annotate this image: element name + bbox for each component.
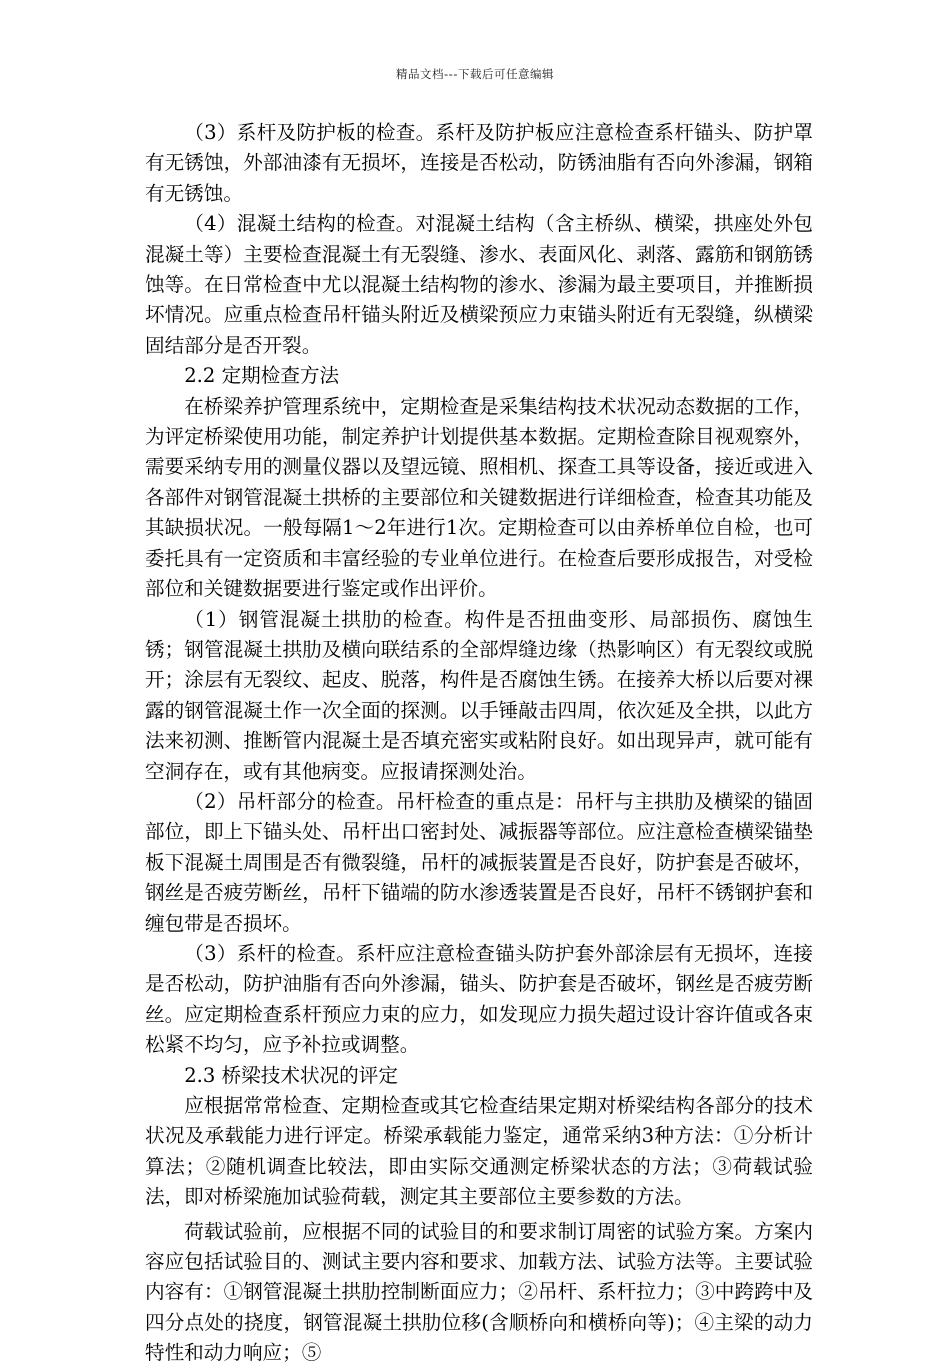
page-header: 精品文档---下载后可任意编辑 bbox=[396, 67, 554, 81]
section-heading-technical-condition: 2.3 桥梁技术状况的评定 bbox=[184, 1063, 398, 1087]
paragraph-periodic-inspection: 在桥梁养护管理系统中，定期检查是采集结构技术状况动态数据的工作，为评定桥梁使用功能，制定养护计划提供基本数据。定期检查除目视观察外，需要采纳专用的测量仪器以及望远镜、照相机、探查工具等设备，接近或进入各部件对钢管混凝土拱桥的主要部位和关键数据进行详细检查，检查其功能及其缺损状况。一般每隔1～2年进行1次。定期检查可以由养桥单位自检，也可委托具有一定资质和丰富经验的专业单位进行。在检查后要形成报告，对受检部位和关键数据要进行鉴定或作出评价。 bbox=[145, 394, 813, 601]
paragraph-concrete-structure: （4）混凝土结构的检查。对混凝土结构（含主桥纵、横梁，拱座处外包混凝土等）主要检查混凝土有无裂缝、渗水、表面风化、剥落、露筋和钢筋锈蚀等。在日常检查中尤以混凝土结构物的渗水、渗漏为最主要项目，并推断损坏情况。应重点检查吊杆锚头附近及横梁预应力束锚头附近有无裂缝，纵横梁固结部分是否开裂。 bbox=[145, 212, 813, 357]
paragraph-hanger-inspection: （2）吊杆部分的检查。吊杆检查的重点是：吊杆与主拱肋及横梁的锚固部位，即上下锚头处、吊杆出口密封处、减振器等部位。应注意检查横梁锚垫板下混凝土周围是否有微裂缝，吊杆的减振装置是否良好，防护套是否破坏，钢丝是否疲劳断丝，吊杆下锚端的防水渗透装置是否良好，吊杆不锈钢护套和缠包带是否损坏。 bbox=[145, 789, 813, 935]
paragraph-load-test: 荷载试验前，应根据不同的试验目的和要求制订周密的试验方案。方案内容应包括试验目的、测试主要内容和要求、加载方法、试验方法等。主要试验内容有：①钢管混凝土拱肋控制断面应力；②吊杆、系杆拉力；③中跨跨中及四分点处的挠度，钢管混凝土拱肋位移(含顺桥向和横桥向等)；④主梁的动力特性和动力响应；⑤ bbox=[145, 1219, 813, 1365]
section-heading-periodic-inspection: 2.2 定期检查方法 bbox=[184, 364, 340, 388]
paragraph-tie-rod-protective-plate: （3）系杆及防护板的检查。系杆及防护板应注意检查系杆锚头、防护罩有无锈蚀，外部油漆有无损坏，连接是否松动，防锈油脂有否向外渗漏，钢箱有无锈蚀。 bbox=[145, 121, 813, 205]
paragraph-arch-rib-inspection: （1）钢管混凝土拱肋的检查。构件是否扭曲变形、局部损伤、腐蚀生锈；钢管混凝土拱肋及横向联结系的全部焊缝边缘（热影响区）有无裂纹或脱开；涂层有无裂纹、起皮、脱落，构件是否腐蚀生锈。在接养大桥以后要对裸露的钢管混凝土作一次全面的探测。以手锤敲击四周，依次延及全拱，以此方法来初测、推断管内混凝土是否填充密实或粘附良好。如出现异声，就可能有空洞存在，或有其他病变。应报请探测处治。 bbox=[145, 607, 813, 783]
document-body bbox=[145, 118, 813, 1369]
paragraph-condition-evaluation: 应根据常常检查、定期检查或其它检查结果定期对桥梁结构各部分的技术状况及承载能力进行评定。桥梁承载能力鉴定，通常采纳3种方法：①分析计算法；②随机调查比较法，即由实际交通测定桥梁状态的方法；③荷载试验法，即对桥梁施加试验荷载，测定其主要部位主要参数的方法。 bbox=[145, 1094, 813, 1209]
paragraph-tie-rod-inspection: （3）系杆的检查。系杆应注意检查锚头防护套外部涂层有无损坏，连接是否松动，防护油脂有否向外渗漏，锚头、防护套是否破坏，钢丝是否疲劳断丝。应定期检查系杆预应力束的应力，如发现应力损失超过设计容许值或各束松紧不均匀，应予补拉或调整。 bbox=[145, 941, 813, 1057]
